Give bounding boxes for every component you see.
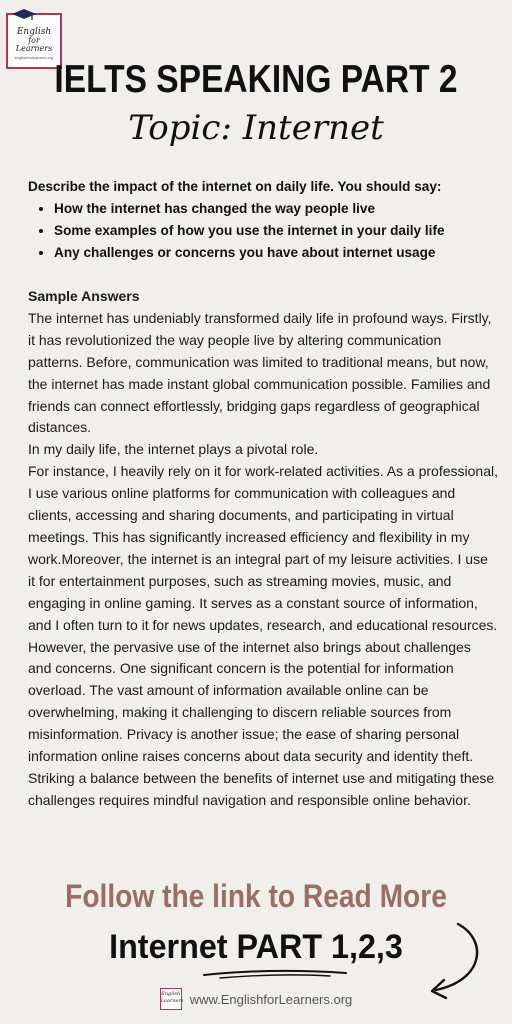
cue-card: [28, 176, 498, 264]
internet-parts-link[interactable]: Internet PART 1,2,3: [109, 928, 403, 966]
logo-text-url: englishforlearners.org: [14, 55, 54, 60]
sample-answer-heading: Sample Answers: [28, 288, 140, 304]
sample-answer-paragraph: In my daily life, the internet plays a pivotal role.: [28, 441, 319, 458]
cue-bullet: • Any challenges or concerns you have about internet usage: [54, 242, 498, 264]
footer: [0, 984, 512, 1014]
footer-logo-text-learners: Learners: [160, 998, 184, 1004]
cue-bullet: • Some examples of how you use the internet in your daily life: [54, 220, 498, 242]
logo-text-for: for: [28, 36, 40, 45]
cue-card-bullets: [28, 198, 498, 264]
website-link[interactable]: www.EnglishforLearners.org: [189, 991, 353, 1007]
topic-subtitle: Topic: Internet: [128, 108, 384, 148]
footer-logo-text-english: English: [161, 991, 181, 997]
sample-answer-paragraph: The internet has undeniably transformed daily life in profound ways. Firstly, it has revolutionized the way people live by altering communication patterns. Before, communication was limited to traditional means, but now, the internet has made instant global communication possible. Families and friends can connect effortlessly, bridging gaps regardless of geographical distances.: [28, 309, 492, 436]
cue-bullet: • How the internet has changed the way people live: [54, 198, 498, 220]
cue-card-intro: Describe the impact of the internet on daily life. You should say:: [28, 179, 442, 194]
logo-text-english: English: [16, 27, 52, 37]
underline-swoosh-icon: [200, 966, 350, 980]
footer-logo: [160, 988, 182, 1010]
graduation-cap-icon: [10, 9, 38, 21]
sample-answer: [28, 286, 498, 812]
page-title: IELTS SPEAKING PART 2: [54, 58, 458, 101]
read-more-callout: Follow the link to Read More: [65, 878, 447, 914]
logo-text-learners: Learners: [15, 44, 53, 53]
sample-answer-paragraph: For instance, I heavily rely on it for work-related activities. As a professional, I use various online platforms for communication with colleagues and clients, accessing and sharing documents, and participating in virtual meetings. This has significantly increased efficiency and flexibility in my work.Moreover, the internet is an integral part of my leisure activities. I use it for entertainment purposes, such as streaming movies, music, and engaging in online gaming. It serves as a constant source of information, and I often turn to it for news updates, research, and educational resources. However, the pervasive use of the internet also brings about challenges and concerns. One significant concern is the potential for information overload. The vast amount of information available online can be overwhelming, making it challenging to discern reliable sources from misinformation. Privacy is another issue; the ease of sharing personal information online raises concerns about data security and identity theft. Striking a balance between the benefits of internet use and mitigating these challenges requires mindful navigation and responsible online behavior.: [28, 463, 498, 808]
